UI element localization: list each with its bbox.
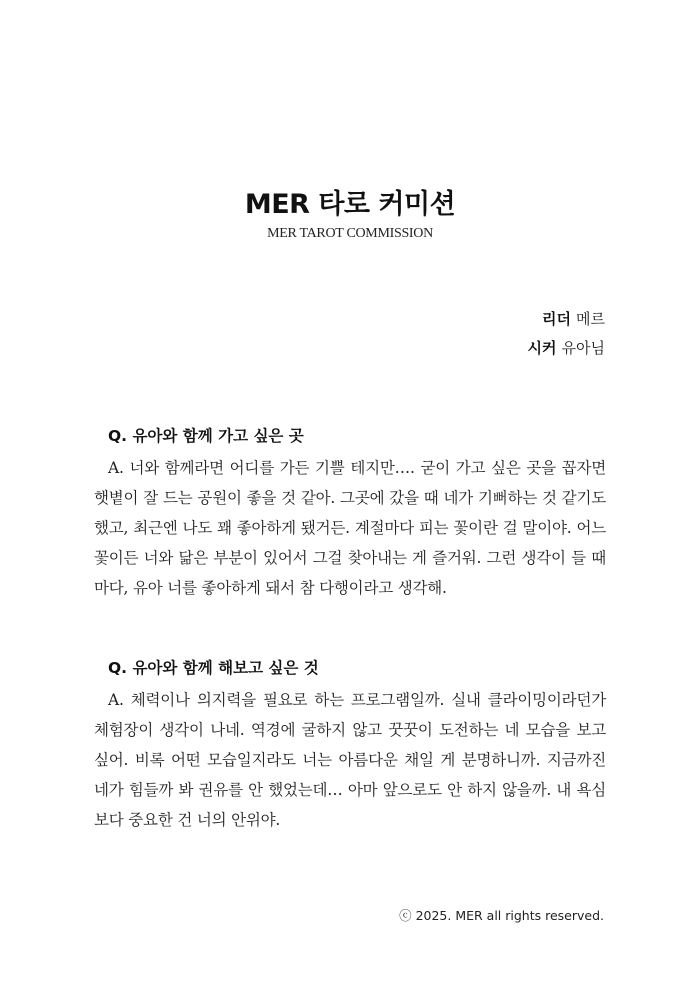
qa-section-2 (94, 655, 606, 835)
qa-section-1 (94, 423, 606, 603)
page-subtitle: MER TAROT COMMISSION (267, 226, 433, 241)
question-heading: Q. 유아와 함께 해보고 싶은 것 (108, 659, 319, 677)
reader-line (528, 305, 605, 334)
seeker-label: 시커 (527, 339, 557, 357)
question-heading: Q. 유아와 함께 가고 싶은 곳 (108, 427, 304, 445)
reader-label: 리더 (542, 310, 572, 328)
answer-paragraph: A. 너와 함께라면 어디를 가든 기쁠 테지만…. 굳이 가고 싶은 곳을 꼽자면 햇볕이 잘 드는 공원이 좋을 것 같아. 그곳에 갔을 때 네가 기뻐하는 것 같기도 했고, 최근엔 나도 꽤 좋아하게 됐거든. 계절마다 피는 꽃이란 걸 말이야. 어느 꽃이든 너와 닮은 부분이 있어서 그걸 찾아내는 게 즐거워. 그런 생각이 들 때마다, 유아 너를 좋아하게 돼서 참 다행이라고 생각해. (94, 459, 606, 597)
page-title: MER 타로 커미션 (244, 189, 456, 220)
seeker-name: 유아님 (561, 339, 605, 357)
answer-paragraph: A. 체력이나 의지력을 필요로 하는 프로그램일까. 실내 클라이밍이라던가 체험장이 생각이 나네. 역경에 굴하지 않고 꿋꿋이 도전하는 네 모습을 보고 싶어. 비록 어떤 모습일지라도 너는 아름다운 채일 게 분명하니까. 지금까진 네가 힘들까 봐 권유를 안 했었는데… 아마 앞으로도 안 하지 않을까. 내 욕심보다 중요한 건 너의 안위야. (94, 691, 606, 829)
seeker-line (528, 334, 605, 363)
copyright-footer: ⓒ 2025. MER all rights reserved. (399, 908, 604, 923)
reader-name: 메르 (576, 310, 605, 328)
meta-block (528, 305, 605, 363)
